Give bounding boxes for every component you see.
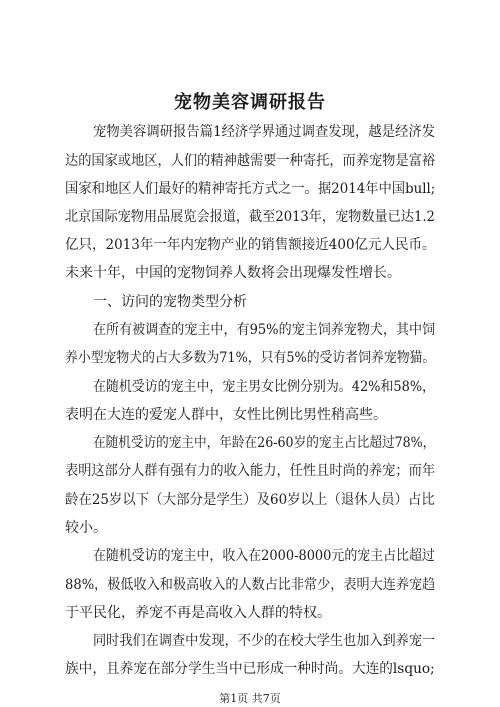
paragraph-line: 达的国家或地区，人们的精神越需要一种寄托，而养宠物是富裕 xyxy=(65,153,436,169)
paragraph-line: 宠物美容调研报告篇1经济学界通过调查发现，越是经济发 xyxy=(93,124,436,140)
paragraph-line: 较小。 xyxy=(65,520,107,536)
paragraph-line: 养小型宠物犬的占大多数为71%，只有5%的受访者饲养宠物猫。 xyxy=(65,350,436,366)
paragraph-line: 在随机受访的宠主中，年龄在26-60岁的宠主占比超过78%， xyxy=(93,435,436,451)
paragraph-line: 同时我们在调查中发现，不少的在校大学生也加入到养宠一 xyxy=(93,633,436,649)
paragraph-line: 在随机受访的宠主中，宠主男女比例分别为。42%和58%， xyxy=(93,379,436,395)
paragraph-line: 在所有被调查的宠主中，有95%的宠主饲养宠物犬，其中饲 xyxy=(93,322,436,338)
paragraph-line: 于平民化，养宠不再是高收入人群的特权。 xyxy=(65,605,331,621)
paragraph-line: 龄在25岁以下（大部分是学生）及60岁以上（退休人员）占比 xyxy=(65,492,435,508)
paragraph-line: 表明这部分人群有强有力的收入能力，任性且时尚的养宠；而年 xyxy=(65,463,436,479)
paragraph-line: 在随机受访的宠主中，收入在2000-8000元的宠主占比超过 xyxy=(93,548,435,564)
document-title: 宠物美容调研报告 xyxy=(174,92,326,113)
paragraph-line: 北京国际宠物用品展览会报道，截至2013年，宠物数量已达1.2 xyxy=(65,209,435,225)
paragraph-line: 表明在大连的爱宠人群中，女性比例比男性稍高些。 xyxy=(65,407,387,423)
paragraph-line: 亿只，2013年一年内宠物产业的销售额接近400亿元人民币。 xyxy=(65,237,436,253)
section-heading: 一、访问的宠物类型分析 xyxy=(93,294,247,310)
paragraph-line: 族中，且养宠在部分学生当中已形成一种时尚。大连的lsquo; xyxy=(65,661,435,677)
page-number: 第1页 共7页 xyxy=(219,692,281,705)
paragraph-line: 未来十年，中国的宠物饲养人数将会出现爆发性增长。 xyxy=(65,265,401,281)
paragraph-line: 国家和地区人们最好的精神寄托方式之一。据2014年中国bull; xyxy=(65,181,436,197)
paragraph-line: 88%，极低收入和极高收入的人数占比非常少，表明大连养宠趋 xyxy=(65,577,436,593)
